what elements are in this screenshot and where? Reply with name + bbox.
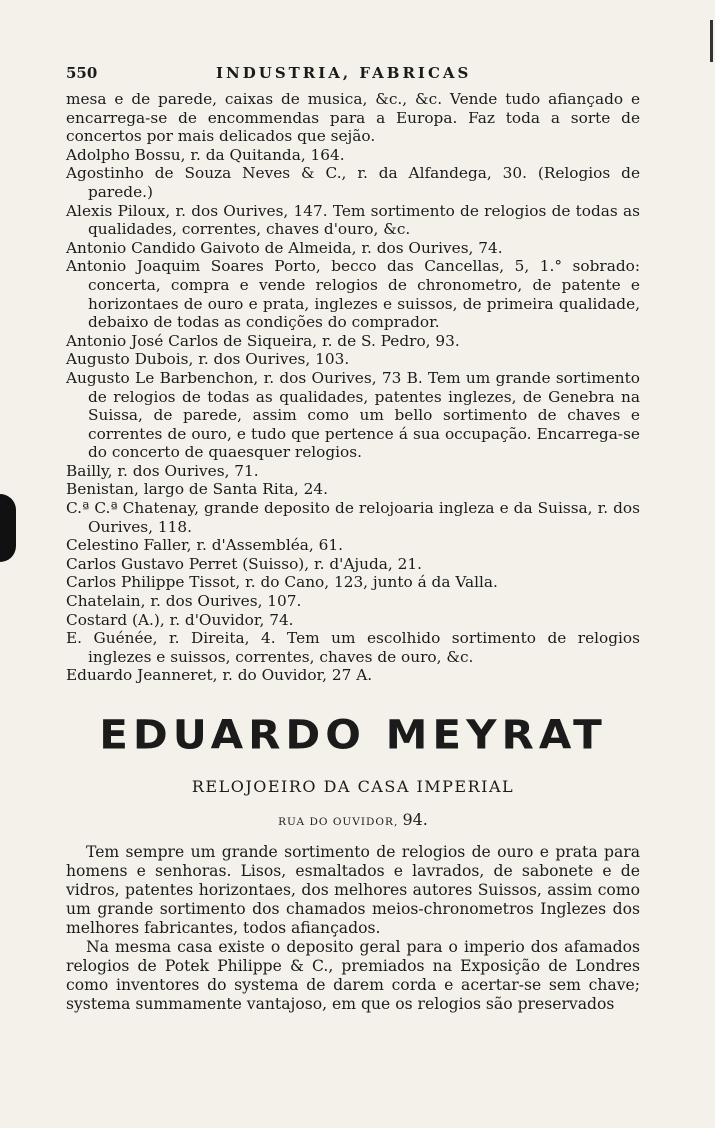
entry: Carlos Gustavo Perret (Suisso), r. d'Ajuda, 21. <box>66 554 422 573</box>
entry: Antonio Candido Gaivoto de Almeida, r. dos Ourives, 74. <box>66 238 503 257</box>
entry: Agostinho de Souza Neves & C., r. da Alfandega, 30. (Relogios de parede.) <box>66 164 640 201</box>
advertiser-name: EDUARDO MEYRAT <box>99 711 607 758</box>
entry: Alexis Piloux, r. dos Ourives, 147. Tem sortimento de relogios de todas as qualidades, correntes, chaves d'ouro, &c. <box>66 201 640 239</box>
advertiser-address <box>66 810 640 829</box>
entry: Eduardo Jeanneret, r. do Ouvidor, 27 A. <box>66 666 373 685</box>
page-number: 550 <box>66 64 98 82</box>
entry: Antonio Joaquim Soares Porto, becco das Cancellas, 5, 1.° sobrado: concerta, compra e vende relogios de chronometro, de patente e horizontaes de ouro e prata, inglezes e suissos, de primeira qualidade, debaixo de todas as condições do comprador. <box>66 257 640 332</box>
entry: Antonio José Carlos de Siqueira, r. de S. Pedro, 93. <box>66 331 460 350</box>
entry: Bailly, r. dos Ourives, 71. <box>66 461 259 480</box>
ad-paragraph: Na mesma casa existe o deposito geral para o imperio dos afamados relogios de Potek Philippe & C., premiados na Exposição de Londres como inventores do systema de darem corda e acertar-se sem chave; systema summamente vantajoso, em que os relogios são preservados <box>66 938 640 1013</box>
entry: Chatelain, r. dos Ourives, 107. <box>66 592 302 611</box>
address-number: 94. <box>402 810 428 829</box>
entry-list <box>66 146 640 685</box>
directory-page <box>66 64 640 1014</box>
entry: Benistan, largo de Santa Rita, 24. <box>66 480 328 499</box>
section-title: INDUSTRIA, FABRICAS <box>216 64 472 82</box>
entry: Celestino Faller, r. d'Assembléa, 61. <box>66 536 343 555</box>
entry: Augusto Le Barbenchon, r. dos Ourives, 73 B. Tem um grande sortimento de relogios de todas as qualidades, patentes inglezes, de Genebra na Suissa, de parede, assim como um bello sortimento de chaves e correntes de ouro, e tudo que pertence á sua occupação. Encarrega-se do concerto de quaesquer relogios. <box>66 368 640 462</box>
entry: Carlos Philippe Tissot, r. do Cano, 123, junto á da Valla. <box>66 573 498 592</box>
page-edge-bar <box>710 20 713 62</box>
entry: C.ª C.ª Chatenay, grande deposito de relojoaria ingleza e da Suissa, r. dos Ourives, 118. <box>66 499 640 536</box>
entry: Adolpho Bossu, r. da Quitanda, 164. <box>66 145 345 164</box>
entry: Augusto Dubois, r. dos Ourives, 103. <box>66 350 350 369</box>
address-street: RUA DO OUVIDOR, <box>278 816 399 828</box>
running-header <box>66 64 640 82</box>
page-edge-mark <box>0 494 16 562</box>
entry: E. Guénée, r. Direita, 4. Tem um escolhido sortimento de relogios inglezes e suissos, correntes, chaves de ouro, &c. <box>66 629 640 666</box>
advertisement <box>66 711 640 1014</box>
entry: Costard (A.), r. d'Ouvidor, 74. <box>66 610 294 629</box>
intro-paragraph: mesa e de parede, caixas de musica, &c., &c. Vende tudo afiançado e encarrega-se de encommendas para a Europa. Faz toda a sorte de concertos por mais delicados que sejão. <box>66 90 640 146</box>
ad-paragraph: Tem sempre um grande sortimento de relogios de ouro e prata para homens e senhoras. Lisos, esmaltados e lavrados, de sabonete e de vidros, patentes horizontaes, dos melhores autores Suissos, assim como um grande sortimento dos chamados meios-chronometros Inglezes dos melhores fabricantes, todos afiançados. <box>66 843 640 937</box>
advertiser-subtitle: RELOJOEIRO DA CASA IMPERIAL <box>191 777 515 796</box>
